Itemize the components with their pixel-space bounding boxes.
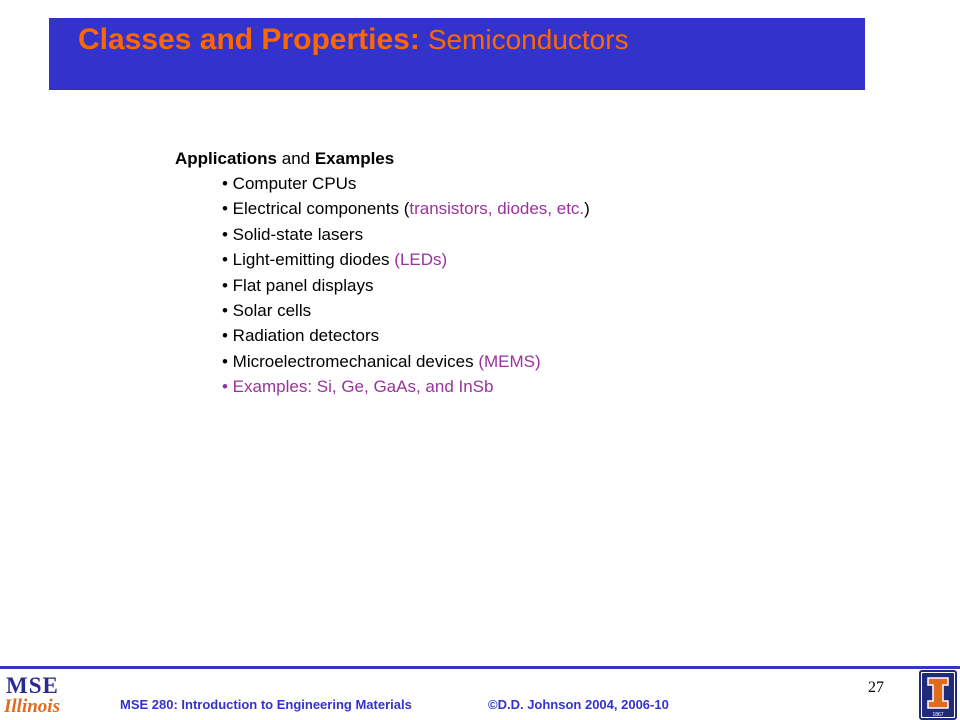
page-number: 27	[868, 679, 884, 696]
uiuc-logo-year: 1867	[932, 712, 944, 718]
bullet-item	[222, 273, 875, 298]
bullet-item	[222, 247, 875, 272]
bullet-text: • Flat panel displays	[222, 275, 374, 295]
footer-copyright: ©D.D. Johnson 2004, 2006-10	[488, 697, 669, 712]
bullet-text: • Radiation detectors	[222, 326, 380, 346]
bullet-accent-text: (LEDs)	[394, 250, 448, 270]
uiuc-block-i-logo-icon	[918, 670, 958, 720]
heading-and: and	[277, 149, 315, 168]
bullet-text: • Electrical components (	[222, 199, 410, 219]
bullet-item-examples	[222, 374, 875, 399]
bullet-item	[222, 171, 875, 196]
heading-applications: Applications	[175, 149, 278, 168]
footer-course-title: MSE 280: Introduction to Engineering Materials	[120, 697, 412, 712]
mse-logo-text: MSE	[6, 673, 59, 698]
heading-examples: Examples	[314, 149, 395, 168]
bullet-tail-text: )	[584, 199, 590, 219]
section-heading	[175, 146, 875, 171]
bullet-item	[222, 298, 875, 323]
bullet-item	[222, 222, 875, 247]
slide-title-sub: Semiconductors	[427, 24, 629, 55]
bullet-text: • Light-emitting diodes	[222, 250, 395, 270]
footer-divider	[0, 666, 960, 669]
slide-title-main: Classes and Properties:	[78, 23, 420, 56]
bullet-accent-text: (MEMS)	[478, 351, 541, 371]
bullet-text: • Computer CPUs	[222, 174, 357, 193]
bullet-text: • Solar cells	[222, 300, 312, 320]
illinois-logo-text: Illinois	[4, 696, 60, 717]
slide-content	[175, 146, 875, 400]
bullet-item	[222, 323, 875, 348]
bullet-list	[175, 171, 875, 400]
bullet-item	[222, 196, 875, 221]
slide-title	[78, 20, 629, 58]
bullet-item	[222, 349, 875, 374]
bullet-accent-text: • Examples: Si, Ge, GaAs, and InSb	[222, 377, 494, 397]
bullet-accent-text: transistors, diodes, etc.	[409, 199, 585, 219]
bullet-text: • Solid-state lasers	[222, 224, 364, 244]
bullet-text: • Microelectromechanical devices	[222, 351, 479, 371]
